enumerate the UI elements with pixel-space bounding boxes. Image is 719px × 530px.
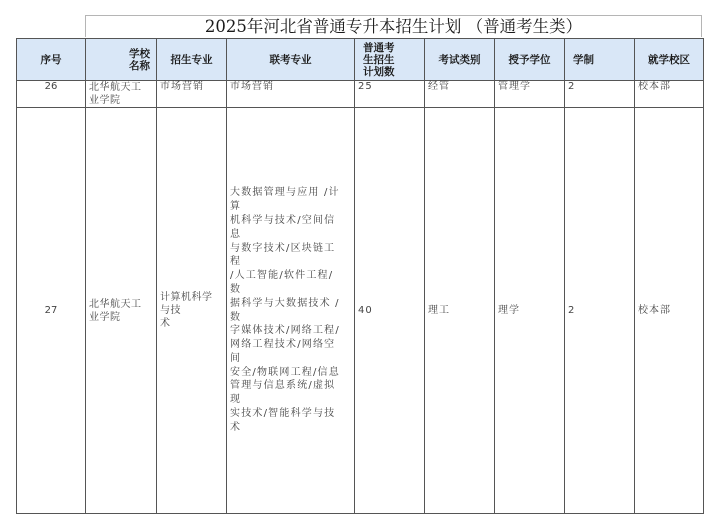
page-title: 2025年河北省普通专升本招生计划 （普通考生类） [85, 15, 702, 37]
header-row [17, 39, 704, 81]
header-years: 学制 [565, 39, 635, 81]
cell-seq: 27 [17, 108, 86, 514]
cell-years: 2 [565, 81, 635, 108]
enrollment-table [16, 38, 704, 514]
cell-seq: 26 [17, 81, 86, 108]
cell-exam-major: 市场营销 [227, 81, 355, 108]
cell-years: 2 [565, 108, 635, 514]
header-category: 考试类别 [425, 39, 495, 81]
cell-campus: 校本部 [635, 81, 704, 108]
cell-exam-major: 大数据管理与应用 /计 算 机科学与技术/空间信 息 与数字技术/区块链工 程 /人工智能/软件工程/ 数 据科学与大数据技术 / 数 字媒体技术/网络工程/ 网络工程技术/网络空 间 安全/物联网工程/信息 管理与信息系统/虚拟 现 实技术/智能科学与技 术 [227, 108, 355, 514]
cell-major: 计算机科学 与技 术 [157, 108, 227, 514]
header-degree: 授予学位 [495, 39, 565, 81]
header-plan: 普通考 生招生 计划数 [355, 39, 425, 81]
cell-category: 经管 [425, 81, 495, 108]
table-row [17, 108, 704, 514]
cell-plan: 40 [355, 108, 425, 514]
cell-school: 北华航天工 业学院 [86, 81, 157, 108]
cell-plan: 25 [355, 81, 425, 108]
cell-campus: 校本部 [635, 108, 704, 514]
header-major: 招生专业 [157, 39, 227, 81]
header-campus: 就学校区 [635, 39, 704, 81]
header-exam-major: 联考专业 [227, 39, 355, 81]
table-row [17, 81, 704, 108]
cell-school: 北华航天工 业学院 [86, 108, 157, 514]
cell-major: 市场营销 [157, 81, 227, 108]
cell-category: 理工 [425, 108, 495, 514]
header-school: 学校 名称 [86, 39, 157, 81]
cell-degree: 理学 [495, 108, 565, 514]
cell-degree: 管理学 [495, 81, 565, 108]
header-seq: 序号 [17, 39, 86, 81]
